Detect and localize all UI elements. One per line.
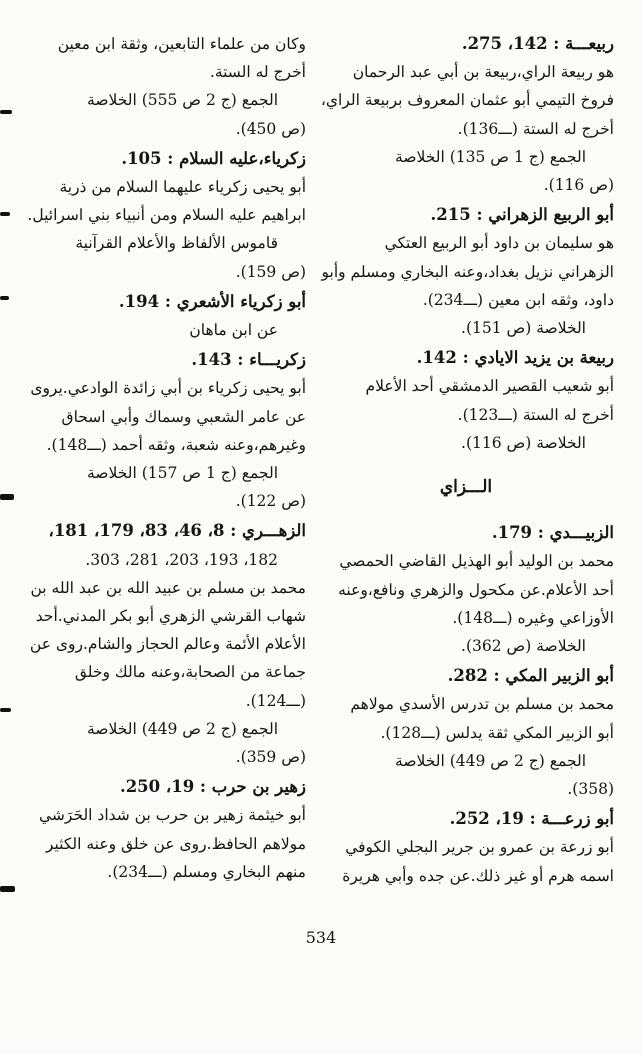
entry-text: أبو زرعة بن عمرو بن جرير البجلي الكوفي [345, 838, 614, 857]
entry-text: محمد بن مسلم بن تدرس الأسدي مولاهم [350, 695, 614, 714]
entry-headword: زكرياء،عليه السلام : 105. [121, 148, 306, 168]
entry-headword: أبو الربيع الزهراني : 215. [430, 205, 614, 225]
entry-reference: (ص 122). [235, 492, 306, 511]
section-title: الـــزاي [439, 477, 493, 498]
entry-headword: زكريـــاء : 143. [191, 350, 306, 370]
entry-text: هو ربيعة الراي،ربيعة بن أبي عبد الرحمان [352, 63, 614, 82]
entry-reference: الجمع (ج 2 ص 449) الخلاصة [395, 751, 586, 770]
entry-rabia-ibn-yazid [318, 344, 614, 457]
entry-text: هو سليمان بن داود أبو الربيع العتكي [384, 234, 614, 253]
right-column [318, 30, 614, 892]
entry-reference: (358). [567, 780, 614, 799]
entry-text: (ـــ124). [245, 691, 306, 710]
left-column [24, 30, 306, 888]
margin-mark [0, 110, 12, 114]
entry-text: أبو يحيى زكرياء بن أبي زائدة الوادعي.يروى [30, 379, 306, 398]
entry-text: شهاب القرشي الزهري أبو بكر المدني.أحد [35, 607, 306, 626]
entry-text: فروخ التيمي أبو عثمان المعروف بربيعة الراي، [320, 91, 614, 110]
margin-mark [0, 708, 11, 712]
entry-text: أخرج له الستة (ـــ123). [457, 405, 614, 424]
entry-text: أحد الأعلام.عن مكحول والزهري ونافع،وعنه [338, 580, 614, 599]
entry-text: وكان من علماء التابعين، وثقة ابن معين [57, 35, 306, 53]
margin-mark [0, 212, 10, 216]
entry-abu-zura [318, 805, 614, 890]
entry-zuhri [24, 517, 306, 771]
entry-text: أخرج له الستة. [209, 63, 306, 82]
entry-headword: زهير بن حرب : 19، 250. [119, 777, 306, 797]
entry-reference: الخلاصة (ص 362). [461, 637, 586, 656]
entry-text: الأوزاعي وغيره (ـــ148). [452, 608, 614, 627]
entry-abu-zubayr [318, 662, 614, 803]
margin-mark [0, 886, 15, 892]
entry-headword: أبو زكرياء الأشعري : 194. [118, 291, 306, 311]
entry-reference: (ص 359). [235, 748, 306, 767]
margin-mark [0, 296, 9, 300]
entry-text: أبو الزبير المكي ثقة يدلس (ـــ128). [380, 723, 614, 742]
entry-text: مولاهم الحافظ.روى عن خلق وعنه الكثير [45, 834, 306, 853]
entry-text: 182، 193، 203، 281، 303. [85, 550, 278, 569]
entry-text: (ص 159). [235, 262, 306, 281]
entry-text: قاموس الألفاظ والأعلام القرآنية [75, 234, 278, 253]
entry-reference: الخلاصة (ص 116). [461, 433, 586, 452]
entry-text: داود، وثقه ابن معين (ـــ234). [422, 290, 614, 309]
entry-text: عن عامر الشعبي وسماك وأبي اسحاق [61, 407, 306, 426]
entry-headword: ربيعة بن يزيد الايادي : 142. [416, 348, 614, 368]
entry-zakariya [24, 346, 306, 515]
entry-headword: أبو الزبير المكي : 282. [447, 666, 614, 686]
entry-headword: أبو زرعـــة : 19، 252. [449, 809, 614, 829]
entry-rabia [318, 30, 614, 199]
entry-zakariya-prophet [24, 145, 306, 286]
entry-zuhayr [24, 773, 306, 886]
entry-text: عن ابن ماهان [189, 321, 278, 340]
entry-reference: الخلاصة (ص 151). [461, 319, 586, 338]
entry-text: الأعلام الأئمة وعالم الحجاز والشام.روى عن [29, 635, 306, 654]
entry-reference: الجمع (ج 1 ص 135) الخلاصة [395, 147, 586, 166]
entry-zubaydi [318, 519, 614, 660]
entry-reference: (ص 116). [543, 176, 614, 195]
entry-abu-zakariya-ashari [24, 288, 306, 344]
entry-headword: ربيعـــة : 142، 275. [461, 34, 614, 53]
entry-text: جماعة من الصحابة،وعنه مالك وخلق [74, 663, 306, 682]
entry-text: أخرج له الستة (ـــ136). [457, 119, 614, 138]
entry-text: منهم البخاري ومسلم (ـــ234). [107, 862, 306, 881]
page-number: 534 [305, 928, 337, 947]
entry-headword: الزبيـــدي : 179. [491, 523, 614, 543]
entry-text: أبو يحيى زكرياء عليهما السلام من ذرية [59, 178, 306, 197]
entry-reference: الجمع (ج 1 ص 157) الخلاصة [87, 464, 278, 483]
entry-text: اسمه هرم أو غير ذلك.عن جده وأبي هريرة [342, 866, 614, 885]
margin-mark [0, 494, 14, 500]
entry-text: ابراهيم عليه السلام ومن أنبياء بني اسرائيل. [27, 206, 306, 225]
entry-text: وغيرهم،وعنه شعبة، وثقه أحمد (ـــ148). [46, 435, 306, 454]
entry-headword: الزهـــري : 8، 46، 83، 179، 181، [48, 521, 306, 541]
entry-continuation [24, 30, 306, 143]
entry-reference: (ص 450). [235, 119, 306, 138]
entry-text: محمد بن مسلم بن عبيد الله بن عبد الله بن [30, 578, 306, 597]
entry-text: أبو خيثمة زهير بن حرب بن شداد الحَرَشي [39, 806, 306, 825]
entry-reference: الجمع (ج 2 ص 555) الخلاصة [87, 91, 278, 110]
entry-text: الزهراني نزيل بغداد،وعنه البخاري ومسلم وأبو [321, 262, 614, 281]
entry-text: محمد بن الوليد أبو الهذيل القاضي الحمصي [339, 552, 614, 571]
entry-abu-rabi-zahrani [318, 201, 614, 342]
entry-text: أبو شعيب القصير الدمشقي أحد الأعلام [365, 377, 614, 396]
entry-reference: الجمع (ج 2 ص 449) الخلاصة [87, 719, 278, 738]
